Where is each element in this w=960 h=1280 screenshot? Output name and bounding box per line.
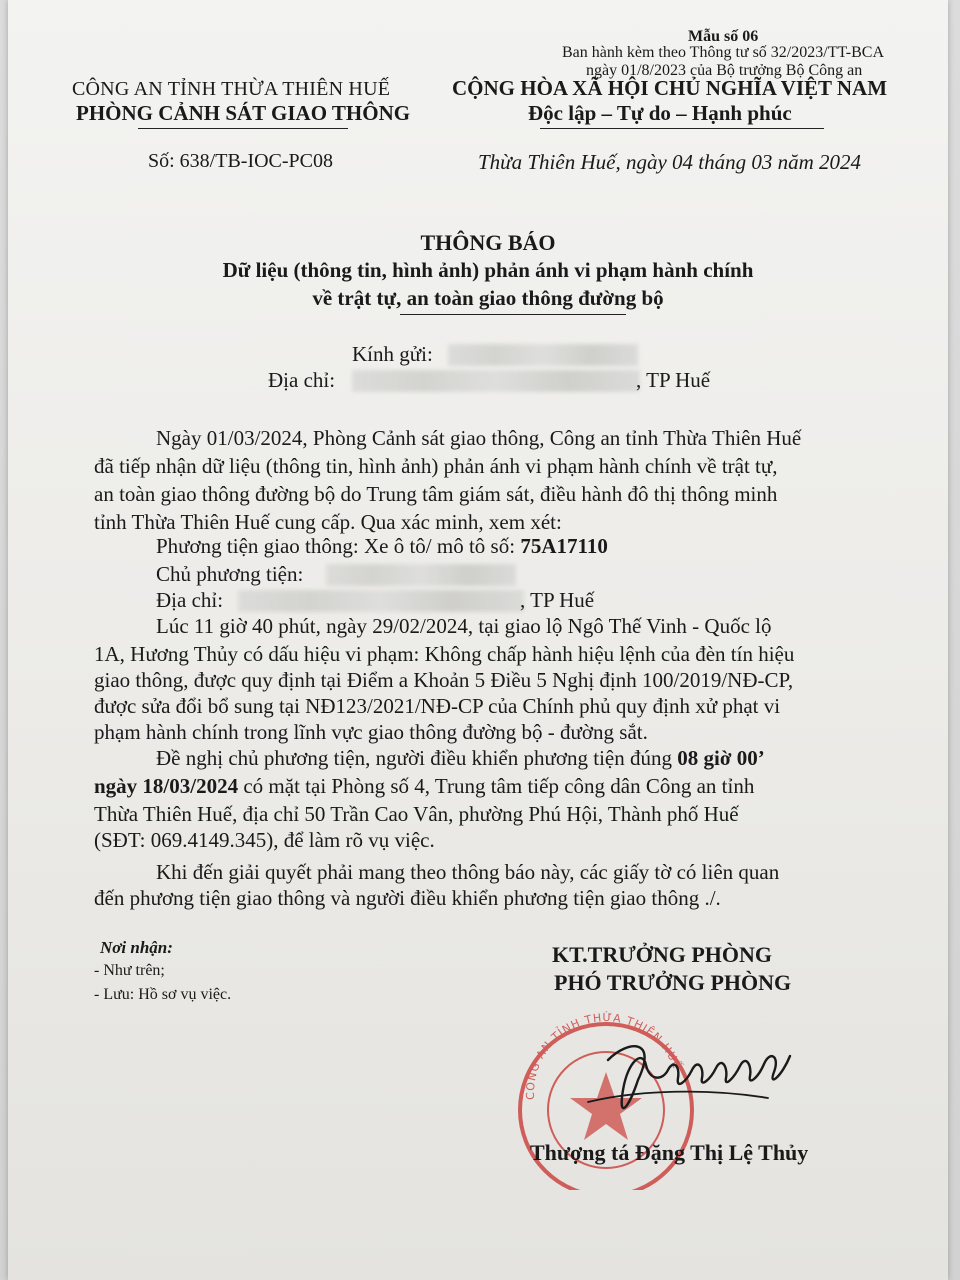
title-underline [400,314,626,315]
agency-parent: CÔNG AN TỈNH THỪA THIÊN HUẾ [72,78,391,100]
body-line: an toàn giao thông đường bộ do Trung tâm giám sát, điều hành đô thị thông minh [94,482,778,506]
document-subtitle-2: về trật tự, an toàn giao thông đường bộ [312,286,664,310]
document-title: THÔNG BÁO [420,230,556,255]
document-page [8,0,948,1280]
agency-name: PHÒNG CẢNH SÁT GIAO THÔNG [76,101,411,125]
form-number: Mẫu số 06 [688,28,759,45]
license-plate: 75A17110 [520,534,608,558]
signature-title-1: KT.TRƯỞNG PHÒNG [552,942,772,967]
body-line [156,744,765,772]
place-date: Thừa Thiên Huế, ngày 04 tháng 03 năm 2024 [478,150,862,174]
body-line: giao thông, được quy định tại Điểm a Khoản 5 Điều 5 Nghị định 100/2019/NĐ-CP, [94,668,794,692]
owner-label: Chủ phương tiện: [156,562,304,586]
appointment-time: 08 giờ 00’ [677,746,765,770]
signature-title-2: PHÓ TRƯỞNG PHÒNG [554,970,792,995]
body-line: được sửa đổi bổ sung tại NĐ123/2021/NĐ-CP của Chính phủ quy định xử phạt vi [94,694,781,718]
national-title: CỘNG HÒA XÃ HỘI CHỦ NGHĨA VIỆT NAM [452,76,888,100]
body-line: (SĐT: 069.4149.345), để làm rõ vụ việc. [94,828,435,852]
seal-text: CÔNG AN TỈNH THỪA THIÊN HUẾ [523,1011,684,1101]
body-line: tỉnh Thừa Thiên Huế cung cấp. Qua xác minh, xem xét: [94,510,562,534]
body-line: 1A, Hương Thủy có dấu hiệu vi phạm: Không chấp hành hiệu lệnh của đèn tín hiệu [94,642,795,666]
addressee-city: , TP Huế [636,368,711,392]
handwritten-signature [568,1020,818,1130]
vehicle-label: Phương tiện giao thông: Xe ô tô/ mô tô số: [156,534,521,558]
body-line: đến phương tiện giao thông và người điều khiển phương tiện giao thông ./. [94,886,721,910]
signer-name: Thượng tá Đặng Thị Lệ Thủy [530,1140,809,1165]
appointment-place: có mặt tại Phòng số 4, Trung tâm tiếp công dân Công an tỉnh [238,774,755,798]
body-line: Lúc 11 giờ 40 phút, ngày 29/02/2024, tại giao lộ Ngô Thế Vinh - Quốc lộ [156,614,772,638]
body-line: Khi đến giải quyết phải mang theo thông báo này, các giấy tờ có liên quan [156,860,780,884]
recipient-item: - Lưu: Hồ sơ vụ việc. [94,986,232,1003]
redacted-name [448,344,638,366]
form-issued-line-1: Ban hành kèm theo Thông tư số 32/2023/TT-BCA [562,44,884,61]
addressee-address-label: Địa chỉ: [268,368,336,392]
redacted-owner [326,564,516,586]
body-line: Thừa Thiên Huế, địa chỉ 50 Trần Cao Vân, phường Phú Hội, Thành phố Huế [94,802,739,826]
redacted-address [352,370,640,392]
body-line: phạm hành chính trong lĩnh vực giao thông đường bộ - đường sắt. [94,720,648,744]
addressee-label: Kính gửi: [352,342,433,366]
owner-address-label: Địa chỉ: [156,588,224,612]
redacted-owner-address [238,590,524,612]
national-motto: Độc lập – Tự do – Hạnh phúc [528,101,792,125]
request-text: Đề nghị chủ phương tiện, người điều khiển phương tiện đúng [156,746,678,770]
owner-city: , TP Huế [520,588,595,612]
document-number: Số: 638/TB-IOC-PC08 [148,150,334,172]
body-line [94,772,754,800]
recipient-item: - Như trên; [94,962,165,979]
form-issued-line-2: ngày 01/8/2023 của Bộ trưởng Bộ Công an [586,62,863,79]
appointment-date: ngày 18/03/2024 [94,774,239,798]
vehicle-line [156,532,608,560]
body-line: đã tiếp nhận dữ liệu (thông tin, hình ảnh) phản ánh vi phạm hành chính về trật tự, [94,454,778,478]
recipients-title: Nơi nhận: [100,938,173,957]
document-subtitle-1: Dữ liệu (thông tin, hình ảnh) phản ánh vi phạm hành chính [222,258,754,282]
body-line: Ngày 01/03/2024, Phòng Cảnh sát giao thông, Công an tỉnh Thừa Thiên Huế [156,426,802,450]
agency-underline [138,128,348,129]
motto-underline [540,128,824,129]
